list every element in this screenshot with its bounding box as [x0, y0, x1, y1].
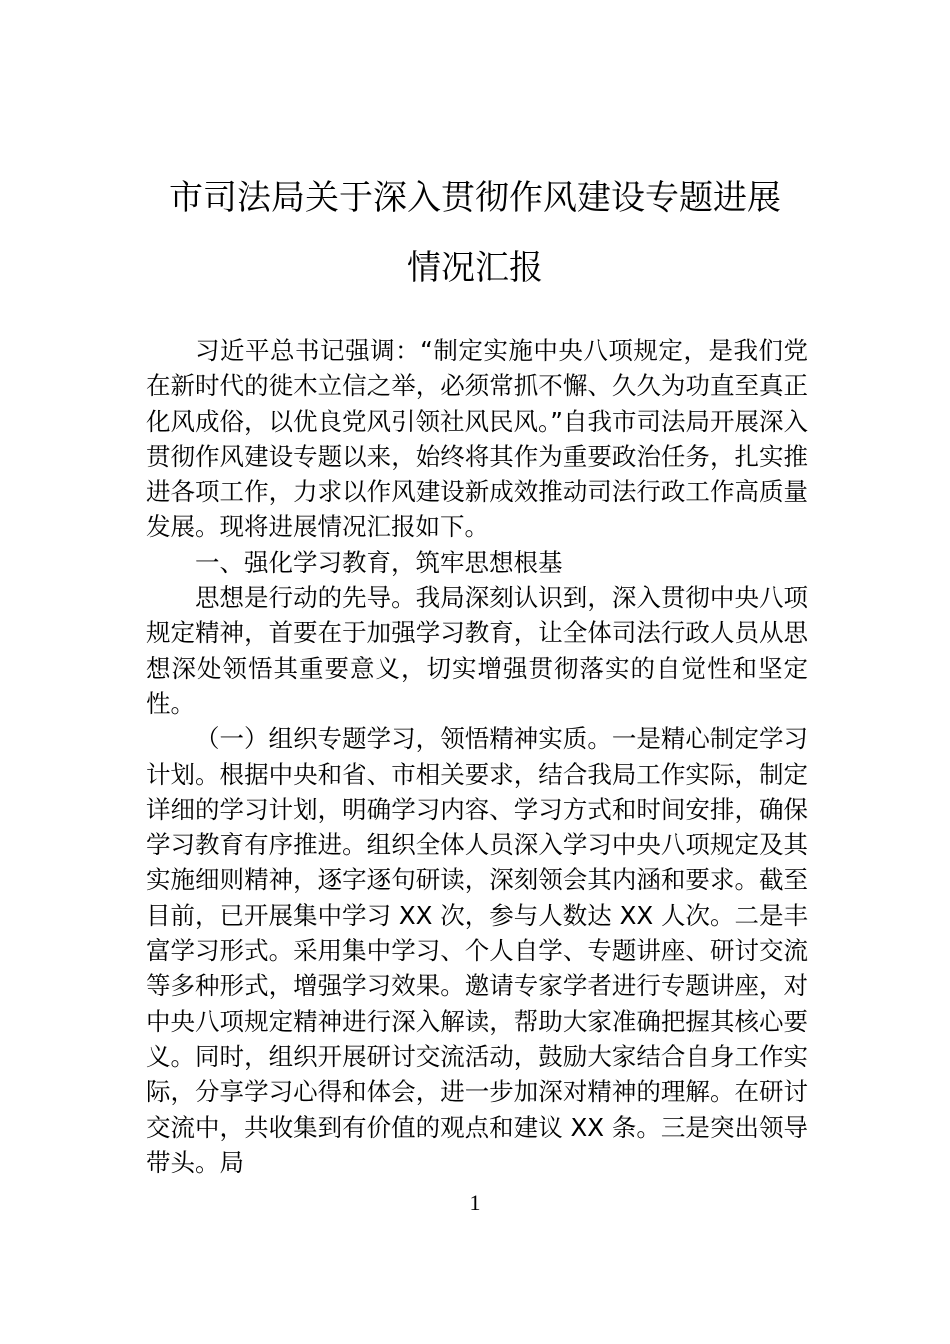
section-heading-1: 一、强化学习教育，筑牢思想根基 — [195, 547, 563, 577]
page-number: 1 — [469, 1190, 481, 1215]
document-title-line-1: 市司法局关于深入贯彻作风建设专题进展 — [169, 178, 781, 218]
paragraph-subsection-1: （一）组织专题学习，领悟精神实质。一是精心制定学习计划。根据中央和省、市相关要求，结合我局工作实际，制定详细的学习计划，明确学习内容、学习方式和时间安排，确保学习教育有序推进。组织全体人员深入学习中央八项规定及其实施细则精神，逐字逐句研读，深刻领会其内涵和要求。截至目前，已开展集中学习 XX 次，参与人数达 XX 人次。二是丰富学习形式。采用集中学习、个人自学、专题讲座、研讨交流等多种形式，增强学习效果。邀请专家学者进行专题讲座，对中央八项规定精神进行深入解读，帮助大家准确把握其核心要义。同时，组织开展研讨交流活动，鼓励大家结合自身工作实际，分享学习心得和体会，进一步加深对精神的理解。在研讨交流中，共收集到有价值的观点和建议 XX 条。三是突出领导带头。局 — [146, 724, 808, 1177]
paragraph-section-1: 思想是行动的先导。我局深刻认识到，深入贯彻中央八项规定精神，首要在于加强学习教育，让全体司法行政人员从思想深处领悟其重要意义，切实增强贯彻落实的自觉性和坚定性。 — [146, 583, 808, 718]
paragraph-intro: 习近平总书记强调：“制定实施中央八项规定，是我们党在新时代的徙木立信之举，必须常抓不懈、久久为功直至真正化风成俗，以优良党风引领社风民风。”自我市司法局开展深入贯彻作风建设专题以来，始终将其作为重要政治任务，扎实推进各项工作，力求以作风建设新成效推动司法行政工作高质量发展。现将进展情况汇报如下。 — [146, 336, 808, 542]
document-body — [146, 333, 808, 1180]
document-title-line-2: 情况汇报 — [407, 248, 543, 288]
